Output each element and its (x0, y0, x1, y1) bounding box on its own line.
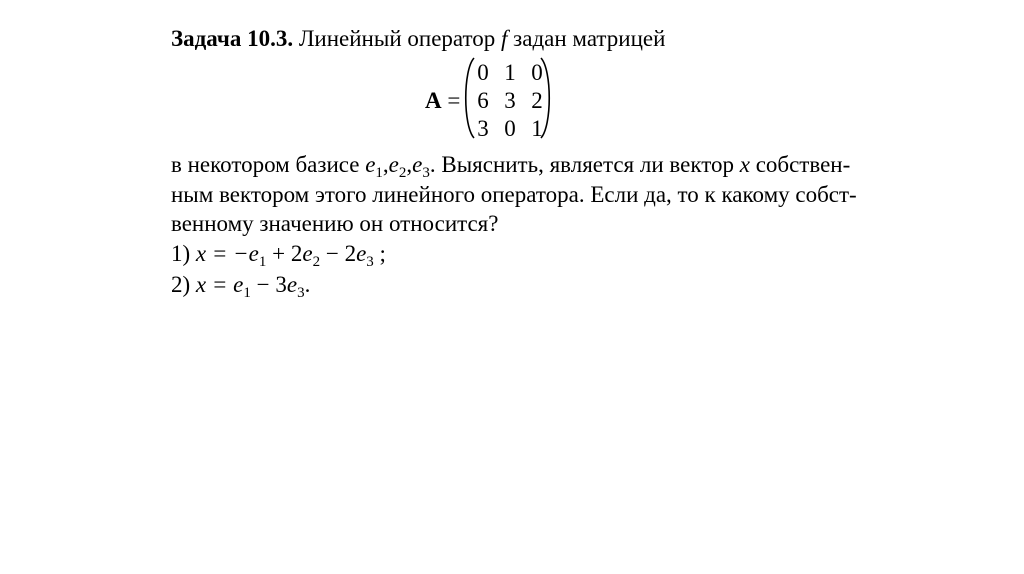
heading-text-1: Линейный оператор (298, 26, 496, 51)
list-item (171, 272, 311, 301)
basis-vector: $e_1$ (365, 152, 383, 181)
matrix-cell: 1 (504, 60, 516, 85)
heading-text-2: задан матрицей (513, 26, 666, 51)
text-segment: собствен- (755, 152, 851, 177)
item-number: 1) (171, 241, 191, 266)
body-line-2: ным вектором этого линейного оператора. Если да, то к какому собст- (171, 182, 857, 207)
problem-heading (171, 26, 665, 52)
comma: , (406, 152, 413, 177)
matrix-cell: 0 (477, 60, 489, 85)
matrix-cell: 6 (477, 88, 489, 113)
matrix-cell: 0 (504, 116, 516, 141)
basis-vector: $e_3$ (412, 152, 430, 181)
item-expression: $x = -e_1 + 2e_2 - 2e_3$ (195, 241, 374, 270)
text-segment: . Выяснить, является ли вектор (429, 152, 734, 177)
item-terminator: ; (379, 241, 386, 266)
item-expression: $x = e_1 - 3e_3$ (195, 272, 305, 301)
basis-vector: $e_2$ (388, 152, 407, 181)
matrix-cell: 0 (531, 60, 543, 85)
text-segment: в некотором базисе (171, 152, 360, 177)
comma: , (382, 152, 389, 177)
matrix-cell: 3 (477, 116, 489, 141)
problem-number: Задача 10.3. (171, 26, 294, 51)
operator-symbol: f (501, 26, 508, 51)
matrix-name: A (425, 88, 442, 113)
matrix-cell: 1 (531, 116, 543, 141)
equals-sign: = (447, 88, 461, 113)
list-item (171, 241, 386, 270)
vector-x: x (739, 152, 750, 177)
body-line-3: венному значению он относится? (171, 211, 499, 236)
matrix-equation-label (425, 88, 460, 114)
matrix-cell: 2 (531, 88, 543, 113)
matrix-cell: 3 (504, 88, 516, 113)
item-number: 2) (171, 272, 191, 297)
item-terminator: . (304, 272, 311, 297)
body-line-1 (171, 152, 851, 181)
